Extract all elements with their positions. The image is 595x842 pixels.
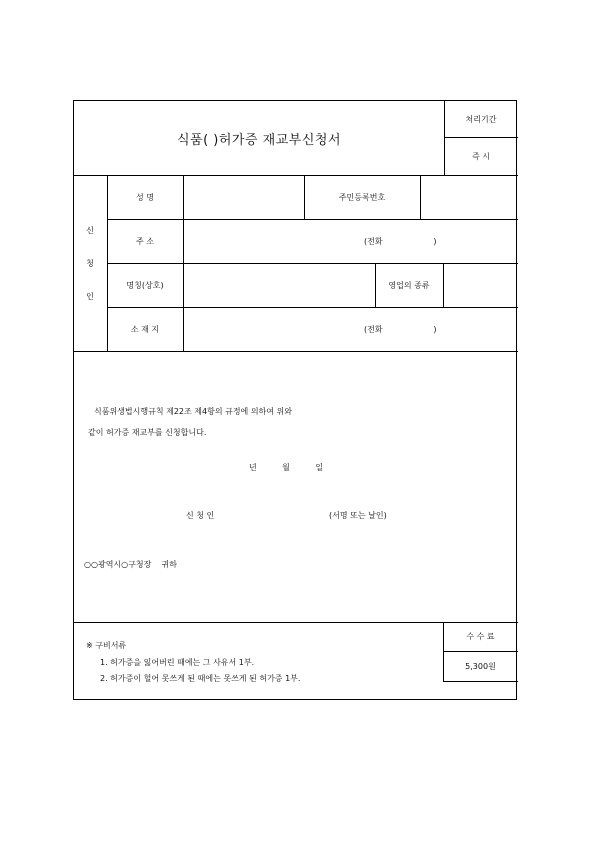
location-phone: (전화 ) [364, 325, 437, 334]
applicant-side-label-3: 인 [86, 292, 94, 301]
business-type-label: 영업의 종류 [388, 280, 430, 290]
address-field[interactable] [183, 219, 518, 263]
applicant-sign-label: 신 청 인 [186, 511, 215, 520]
fee-label: 수 수 료 [466, 632, 495, 641]
divider [443, 681, 518, 682]
divider [74, 351, 518, 352]
form-title: 식품( )허가증 재교부신청서 [176, 132, 342, 148]
applicant-side-label-1: 신 [86, 226, 94, 235]
business-name-label: 명칭(상호) [126, 280, 164, 290]
applicant-side-label-2: 청 [86, 259, 94, 268]
required-docs-item-1: 1. 허가증을 잃어버린 때에는 그 사유서 1부. [100, 658, 255, 667]
required-docs-title: ※ 구비서류 [86, 641, 127, 650]
statement-line-1: 식품위생법시행규칙 제22조 제4항의 규정에 의하여 위와 [94, 407, 292, 416]
recipient: ○○광역시○구청장 귀하 [84, 560, 177, 569]
name-label: 성 명 [136, 192, 154, 202]
address-phone: (전화 ) [364, 237, 437, 246]
processing-period-value: 즉 시 [472, 151, 490, 161]
address-label: 주 소 [136, 236, 154, 246]
date-line: 년 월 일 [249, 463, 324, 472]
signature-label: (서명 또는 날인) [329, 511, 387, 520]
required-docs-item-2: 2. 허가증이 헐어 못쓰게 된 때에는 못쓰게 된 허가증 1부. [100, 674, 301, 683]
statement-line-2: 같이 허가증 재교부를 신청합니다. [88, 428, 207, 437]
business-name-field[interactable] [183, 263, 375, 307]
name-field[interactable] [183, 175, 304, 219]
application-form [73, 100, 517, 700]
location-label: 소 재 지 [130, 324, 160, 334]
business-type-field[interactable] [443, 263, 518, 307]
processing-period-label: 처리기간 [465, 114, 497, 124]
resident-number-label: 주민등록번호 [338, 192, 386, 202]
fee-value: 5,300원 [465, 661, 496, 671]
location-field[interactable] [183, 307, 518, 351]
resident-number-field[interactable] [420, 175, 518, 219]
